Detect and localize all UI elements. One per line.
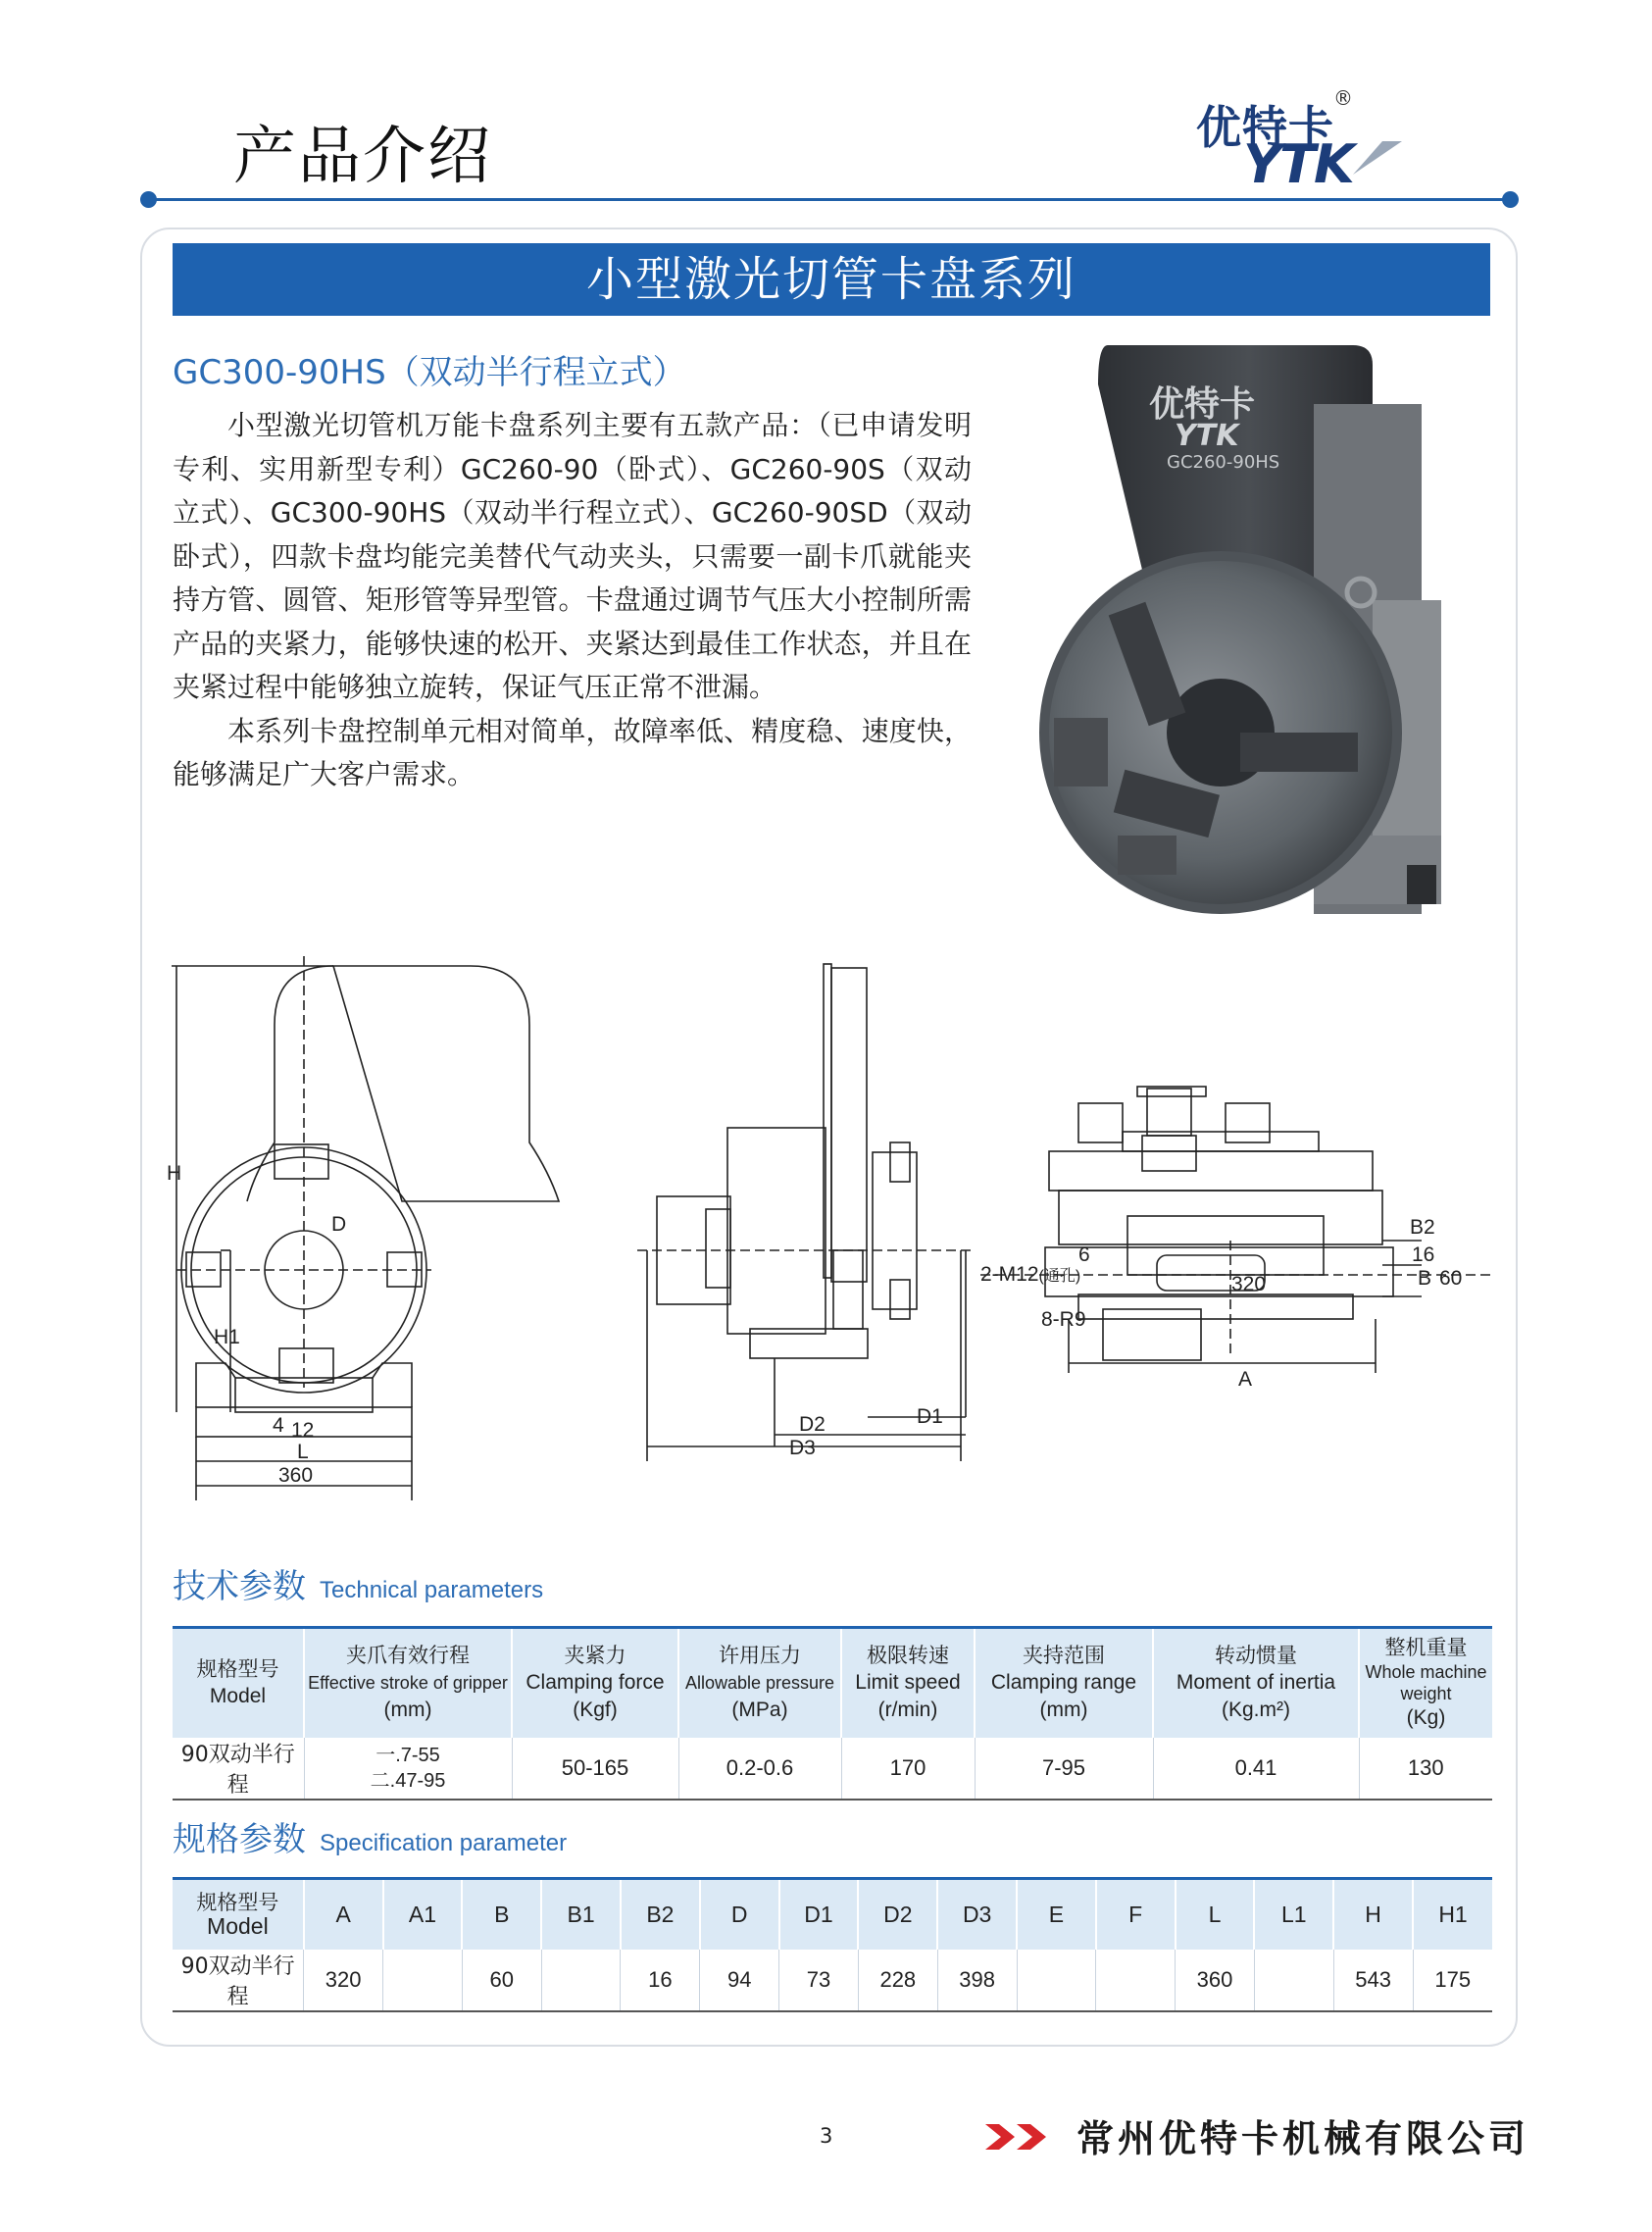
dim-12-label: 12	[291, 1419, 315, 1442]
dim-h-label: H	[167, 1162, 182, 1185]
spec-header-row	[173, 1879, 1492, 1950]
tech-params-table	[173, 1626, 1492, 1801]
dim-d-label: D	[331, 1213, 347, 1236]
spec-cell-h: 543	[1333, 1950, 1413, 2011]
spec-cell-b1	[541, 1950, 621, 2011]
spec-header-d3: D3	[937, 1879, 1017, 1950]
tech-cell-range: 7-95	[975, 1738, 1153, 1800]
dim-60-label: 60	[1439, 1267, 1463, 1290]
registered-mark: ®	[1333, 86, 1353, 110]
page-title: 产品介绍	[233, 121, 492, 193]
dim-b2-label: B2	[1410, 1216, 1435, 1239]
series-banner: 小型激光切管卡盘系列	[173, 243, 1490, 316]
front-view-drawing	[157, 956, 598, 1500]
dim-r9-label: 8-R9	[1041, 1308, 1086, 1331]
spec-cell-d1: 73	[779, 1950, 859, 2011]
spec-cell-d3: 398	[937, 1950, 1017, 2011]
spec-params-heading-en: Specification parameter	[320, 1830, 568, 1856]
tech-params-heading-cn: 技术参数	[173, 1567, 306, 1606]
dim-a-label: A	[1238, 1368, 1253, 1391]
tech-cell-speed: 170	[841, 1738, 975, 1800]
spec-params-table	[173, 1877, 1492, 2012]
intro-paragraph-2: 本系列卡盘控制单元相对简单，故障率低、精度稳、速度快，能够满足广大客户需求。	[173, 714, 972, 790]
photo-plate-logo: 优特卡	[1149, 384, 1256, 425]
tech-cell-model: 90双动半行程	[173, 1738, 304, 1800]
dim-360-label: 360	[278, 1464, 314, 1487]
spec-cell-a1	[383, 1950, 463, 2011]
dim-m12-label	[980, 1263, 1080, 1286]
spec-header-l: L	[1176, 1879, 1255, 1950]
tech-header-pressure: 许用压力 Allowable pressure (MPa)	[678, 1628, 841, 1738]
spec-cell-a: 320	[304, 1950, 383, 2011]
spec-params-heading	[173, 1812, 567, 1860]
dim-16-label: 16	[1412, 1243, 1435, 1266]
header-rule-dot-right	[1502, 191, 1519, 208]
spec-header-d2: D2	[858, 1879, 937, 1950]
spec-header-b: B	[462, 1879, 541, 1950]
intro-paragraph-1: 小型激光切管机万能卡盘系列主要有五款产品：（已申请发明专利、实用新型专利）GC260-90（卧式）、GC260-90S（双动立式）、GC300-90HS（双动半行程立式）、GC260-90SD（双动卧式），四款卡盘均能完美替代气动夹头，只需要一副卡爪就能夹持方管、圆管、矩形管等异型管。卡盘通过调节气压大小控制所需产品的夹紧力，能够快速的松开、夹紧达到最佳工作状态，并且在夹紧过程中能够独立旋转，保证气压正常不泄漏。	[173, 409, 972, 703]
top-view-drawing	[980, 1069, 1490, 1446]
tech-header-stroke: 夹爪有效行程 Effective stroke of gripper (mm)	[304, 1628, 512, 1738]
spec-cell-model: 90双动半行程	[173, 1950, 304, 2011]
intro-text	[173, 404, 972, 797]
spec-header-b1: B1	[541, 1879, 621, 1950]
spec-header-model: 规格型号 Model	[173, 1879, 304, 1950]
tech-params-heading-en: Technical parameters	[320, 1577, 544, 1603]
tech-header-model: 规格型号 Model	[173, 1628, 304, 1738]
tech-params-heading	[173, 1559, 543, 1607]
spec-data-row	[173, 1950, 1492, 2011]
dim-m12-note: (通孔)	[1038, 1268, 1081, 1285]
tech-cell-pressure: 0.2-0.6	[678, 1738, 841, 1800]
spec-header-f: F	[1096, 1879, 1176, 1950]
logo-cn-text: 优特卡	[1196, 101, 1334, 154]
spec-cell-b: 60	[462, 1950, 541, 2011]
spec-header-a1: A1	[383, 1879, 463, 1950]
tech-cell-stroke: 一.7-55 二.47-95	[304, 1738, 512, 1800]
dim-d1-label: D1	[917, 1405, 943, 1428]
spec-cell-l: 360	[1176, 1950, 1255, 2011]
spec-cell-d2: 228	[858, 1950, 937, 2011]
spec-header-e: E	[1017, 1879, 1096, 1950]
tech-cell-inertia: 0.41	[1153, 1738, 1359, 1800]
spec-cell-h1: 175	[1413, 1950, 1492, 2011]
spec-header-b2: B2	[621, 1879, 700, 1950]
photo-plate-en: YTK	[1175, 419, 1239, 453]
tech-header-weight: 整机重量 Whole machine weight (Kg)	[1359, 1628, 1492, 1738]
dim-l-label: L	[297, 1441, 309, 1463]
company-name: 常州优特卡机械有限公司	[1076, 2117, 1530, 2160]
tech-header-inertia: 转动惯量 Moment of inertia (Kg.m²)	[1153, 1628, 1359, 1738]
dim-d3-label: D3	[789, 1437, 816, 1459]
tech-header-force: 夹紧力 Clamping force (Kgf)	[512, 1628, 678, 1738]
spec-cell-f	[1096, 1950, 1176, 2011]
spec-header-h: H	[1333, 1879, 1413, 1950]
spec-cell-d: 94	[700, 1950, 779, 2011]
photo-plate-model: GC260-90HS	[1167, 452, 1280, 473]
product-photo	[1020, 345, 1451, 953]
dim-m12-value: 2-M12	[980, 1263, 1039, 1286]
tech-header-speed: 极限转速 Limit speed (r/min)	[841, 1628, 975, 1738]
page-number: 3	[820, 2124, 833, 2148]
spec-header-l1: L1	[1254, 1879, 1333, 1950]
dim-d2-label: D2	[799, 1413, 826, 1436]
spec-header-d: D	[700, 1879, 779, 1950]
side-view-drawing	[637, 956, 976, 1466]
logo-en-text: YTK	[1243, 133, 1353, 195]
dim-4-label: 4	[273, 1414, 284, 1437]
tech-header-row	[173, 1628, 1492, 1738]
spec-header-h1: H1	[1413, 1879, 1492, 1950]
company-logo	[1186, 86, 1402, 194]
logo-swoosh-icon	[1314, 137, 1402, 177]
double-arrow-icon	[985, 2124, 1054, 2150]
dim-h1-label: H1	[214, 1326, 240, 1348]
spec-cell-l1	[1254, 1950, 1333, 2011]
spec-params-heading-cn: 规格参数	[173, 1820, 306, 1859]
tech-cell-weight: 130	[1359, 1738, 1492, 1800]
header-rule	[147, 198, 1510, 201]
tech-header-range: 夹持范围 Clamping range (mm)	[975, 1628, 1153, 1738]
tech-data-row	[173, 1738, 1492, 1800]
spec-cell-b2: 16	[621, 1950, 700, 2011]
dim-320-label: 320	[1231, 1273, 1267, 1295]
dim-b-label: B	[1418, 1267, 1432, 1290]
tech-cell-force: 50-165	[512, 1738, 678, 1800]
dim-6-label: 6	[1078, 1243, 1090, 1266]
spec-cell-e	[1017, 1950, 1096, 2011]
model-title: GC300-90HS（双动半行程立式）	[173, 353, 686, 392]
spec-header-d1: D1	[779, 1879, 859, 1950]
spec-header-a: A	[304, 1879, 383, 1950]
